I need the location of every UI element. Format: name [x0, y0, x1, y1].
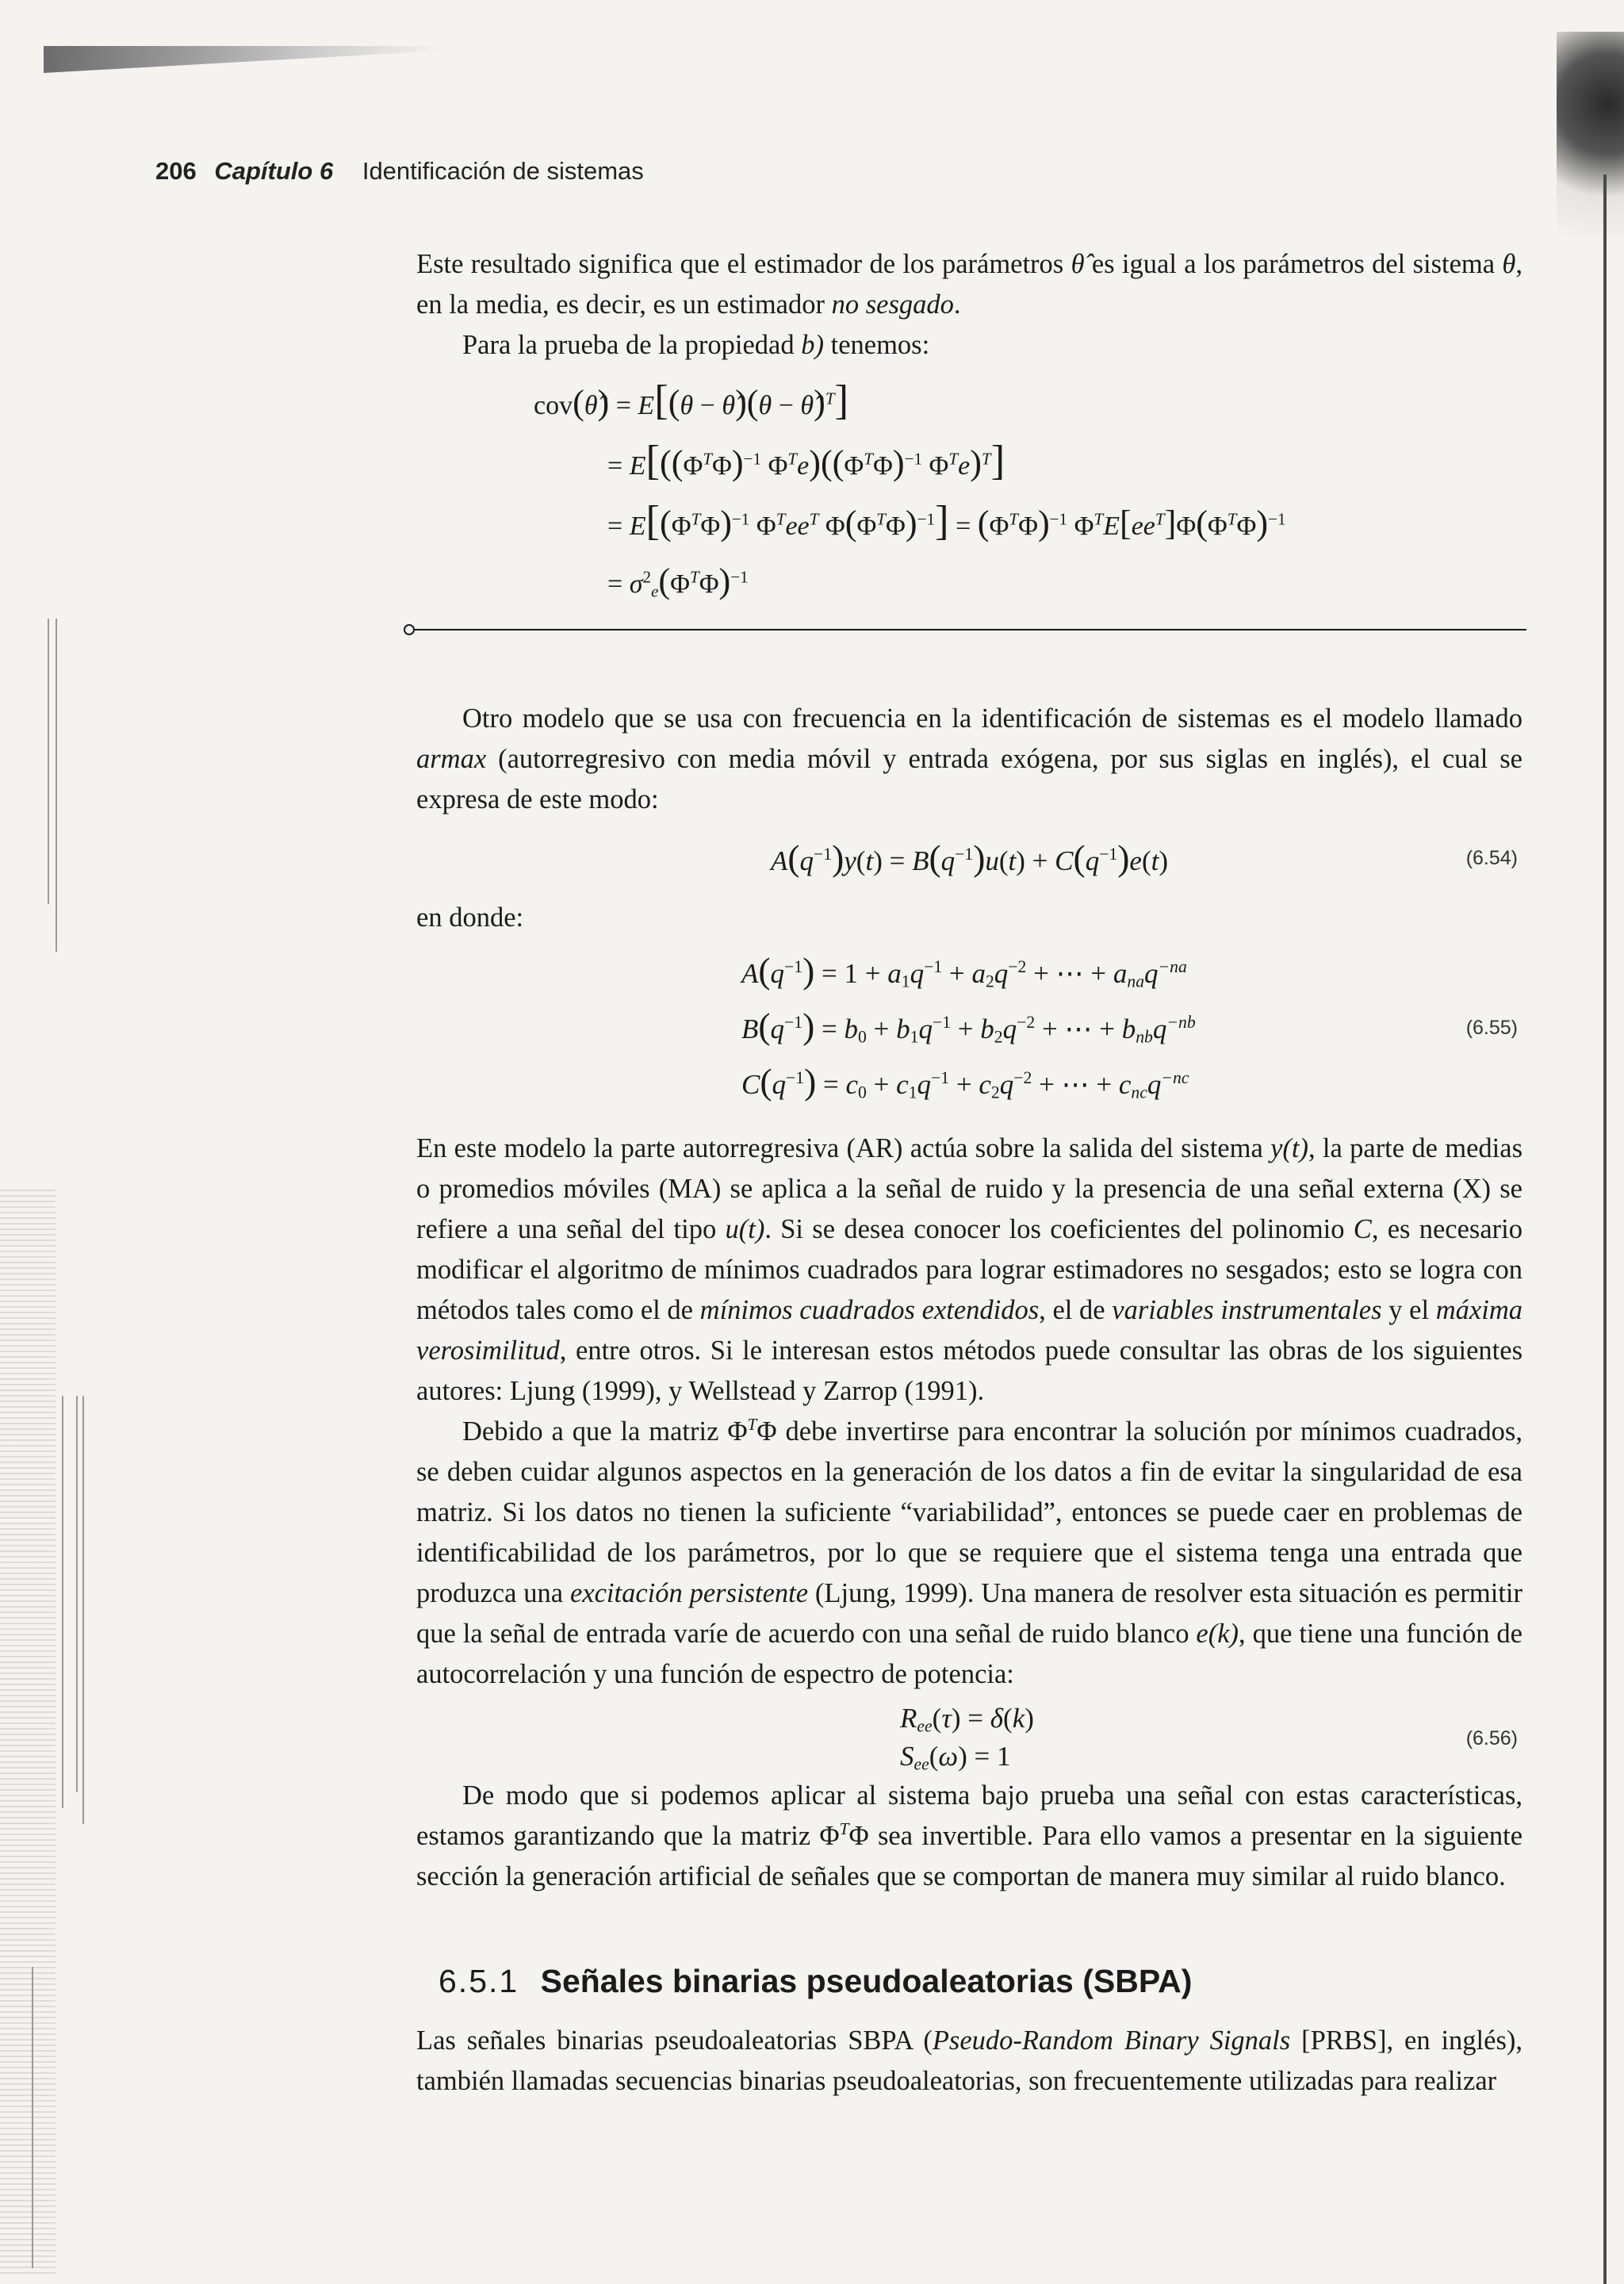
- equation-6-56: [900, 1700, 1522, 1776]
- rule-end-marker: [404, 624, 415, 635]
- cov-line-2: = $E[((\Phi^T\Phi)^{-1}$ $\Phi^Te)((\Phi^T\Phi)^{-1}$ $\Phi^Te)^T$]: [607, 438, 1005, 484]
- equation-6-55: [741, 943, 1522, 1129]
- chapter-title: Identificación de sistemas: [362, 157, 644, 185]
- poly-c: $C(q^{-1}) = c_0 + c_1q^{-1} + c_2q^{-2}$ + ⋯ + $c_{nc}q^{-nc}$: [741, 1061, 1189, 1102]
- autocorrelation: $R_{ee}(\tau) = \delta(k)$: [900, 1703, 1034, 1736]
- scan-edge-right: [1603, 174, 1607, 2284]
- paragraph-model-parts: En este modelo la parte autorregresiva (AR) actúa sobre la salida del sistema y(t), la parte de medias o promedios móviles (MA) se aplica a la señal de ruido y la presencia de una señal externa (X) se refiere a una señal del tipo u(t). Si se desea conocer los coeficientes del polinomio C, es necesario modificar el algoritmo de mínimos cuadrados para lograr estimadores no sesgados; esto se logra con métodos tales como el de mínimos cuadrados extendidos, el de variables instrumentales y el máxima verosimilitud, entre otros. Si le interesan estos métodos puede consultar las obras de los siguientes autores: Ljung (1999), y Wellstead y Zarrop (1991).: [416, 1133, 1522, 1406]
- scan-shadow-right: [1557, 32, 1624, 238]
- end-of-proof-rule: [407, 618, 1522, 642]
- cov-line-1: cov(θ̂) = E[(θ − θ̂)(θ − θ̂)$^T$]: [534, 377, 849, 423]
- cov-line-3: = $E[(\Phi^T\Phi)^{-1}$ $\Phi^Tee^T$ $\Phi(\Phi^T\Phi)^{-1}] = (\Phi^T\Phi)^{-1}$ $\Phi^TE[ee^T]\Phi(\Phi^T\Phi)^{-1}$: [607, 498, 1286, 544]
- paragraph-white-noise: De modo que si podemos aplicar al sistema bajo prueba una señal con estas características, estamos garantizando que la matriz $\Phi^T\Phi$ sea invertible. Para ello vamos a presentar en la siguiente sección la generación artificial de señales que se comportan de manera muy similar al ruido blanco.: [416, 1780, 1523, 1891]
- paragraph-en-donde: en donde:: [416, 902, 524, 933]
- page-body: [416, 244, 1522, 2102]
- paragraph-unbiased: Este resultado significa que el estimador de los parámetros θ̂ es igual a los parámetros del sistema θ, en la media, es decir, es un estimador no sesgado.: [416, 249, 1522, 320]
- paragraph-armax: Otro modelo que se usa con frecuencia en la identificación de sistemas es el modelo llamado armax (autorregresivo con media móvil y entrada exógena, por sus siglas en inglés), el cual se expresa de este modo:: [416, 703, 1522, 814]
- poly-b: $B(q^{-1}) = b_0 + b_1q^{-1} + b_2q^{-2}$ + ⋯ + $b_{nb}q^{-nb}$: [741, 1006, 1196, 1047]
- section-title: Señales binarias pseudoaleatorias (SBPA): [540, 1963, 1193, 1999]
- equation-number: (6.54): [1465, 847, 1518, 869]
- equation-6-54: $A(q^{-1})y(t) = B(q^{-1})u(t) + C(q^{-1})e(t)$ (6.54): [416, 828, 1522, 888]
- poly-a: $A(q^{-1}) = 1 + a_1q^{-1} + a_2q^{-2}$ + ⋯ + $a_{na}q^{-na}$: [741, 950, 1187, 991]
- covariance-derivation: [534, 370, 1522, 611]
- equation-number: (6.55): [1465, 1017, 1518, 1039]
- scan-noise-left: [0, 1190, 56, 2276]
- power-spectrum: $S_{ee}(\omega) = 1$: [900, 1741, 1011, 1774]
- paragraph-matrix-inversion: Debido a que la matriz $\Phi^T\Phi$ debe invertirse para encontrar la solución por mínimos cuadrados, se deben cuidar algunos aspectos en la generación de los datos a fin de evitar la singularidad de esa matriz. Si los datos no tienen la suficiente “variabilidad”, entonces se puede caer en problemas de identificabilidad de los parámetros, por lo que se requiere que el sistema tenga una entrada que produzca una excitación persistente (Ljung, 1999). Una manera de resolver esta situación es permitir que la señal de entrada varíe de acuerdo con una señal de ruido blanco e(k), que tiene una función de autocorrelación y una función de espectro de potencia:: [416, 1415, 1522, 1689]
- cov-line-4: = $\sigma^2_e(\Phi^T\Phi)^{-1}$: [607, 561, 749, 601]
- equation-number: (6.56): [1465, 1727, 1518, 1749]
- scan-shadow-top: [44, 46, 440, 73]
- running-head: [155, 157, 644, 186]
- page-number: 206: [155, 157, 197, 185]
- section-number: 6.5.1: [439, 1963, 519, 1999]
- paragraph-proof-intro: Para la prueba de la propiedad b) tenemos:: [462, 330, 930, 360]
- section-heading: [439, 1959, 1522, 2003]
- chapter-label: Capítulo 6: [214, 157, 334, 185]
- paragraph-prbs: Las señales binarias pseudoaleatorias SBPA (Pseudo-Random Binary Signals [PRBS], en inglés), también llamadas secuencias binarias pseudoaleatorias, son frecuentemente utilizadas para realizar: [416, 2025, 1522, 2096]
